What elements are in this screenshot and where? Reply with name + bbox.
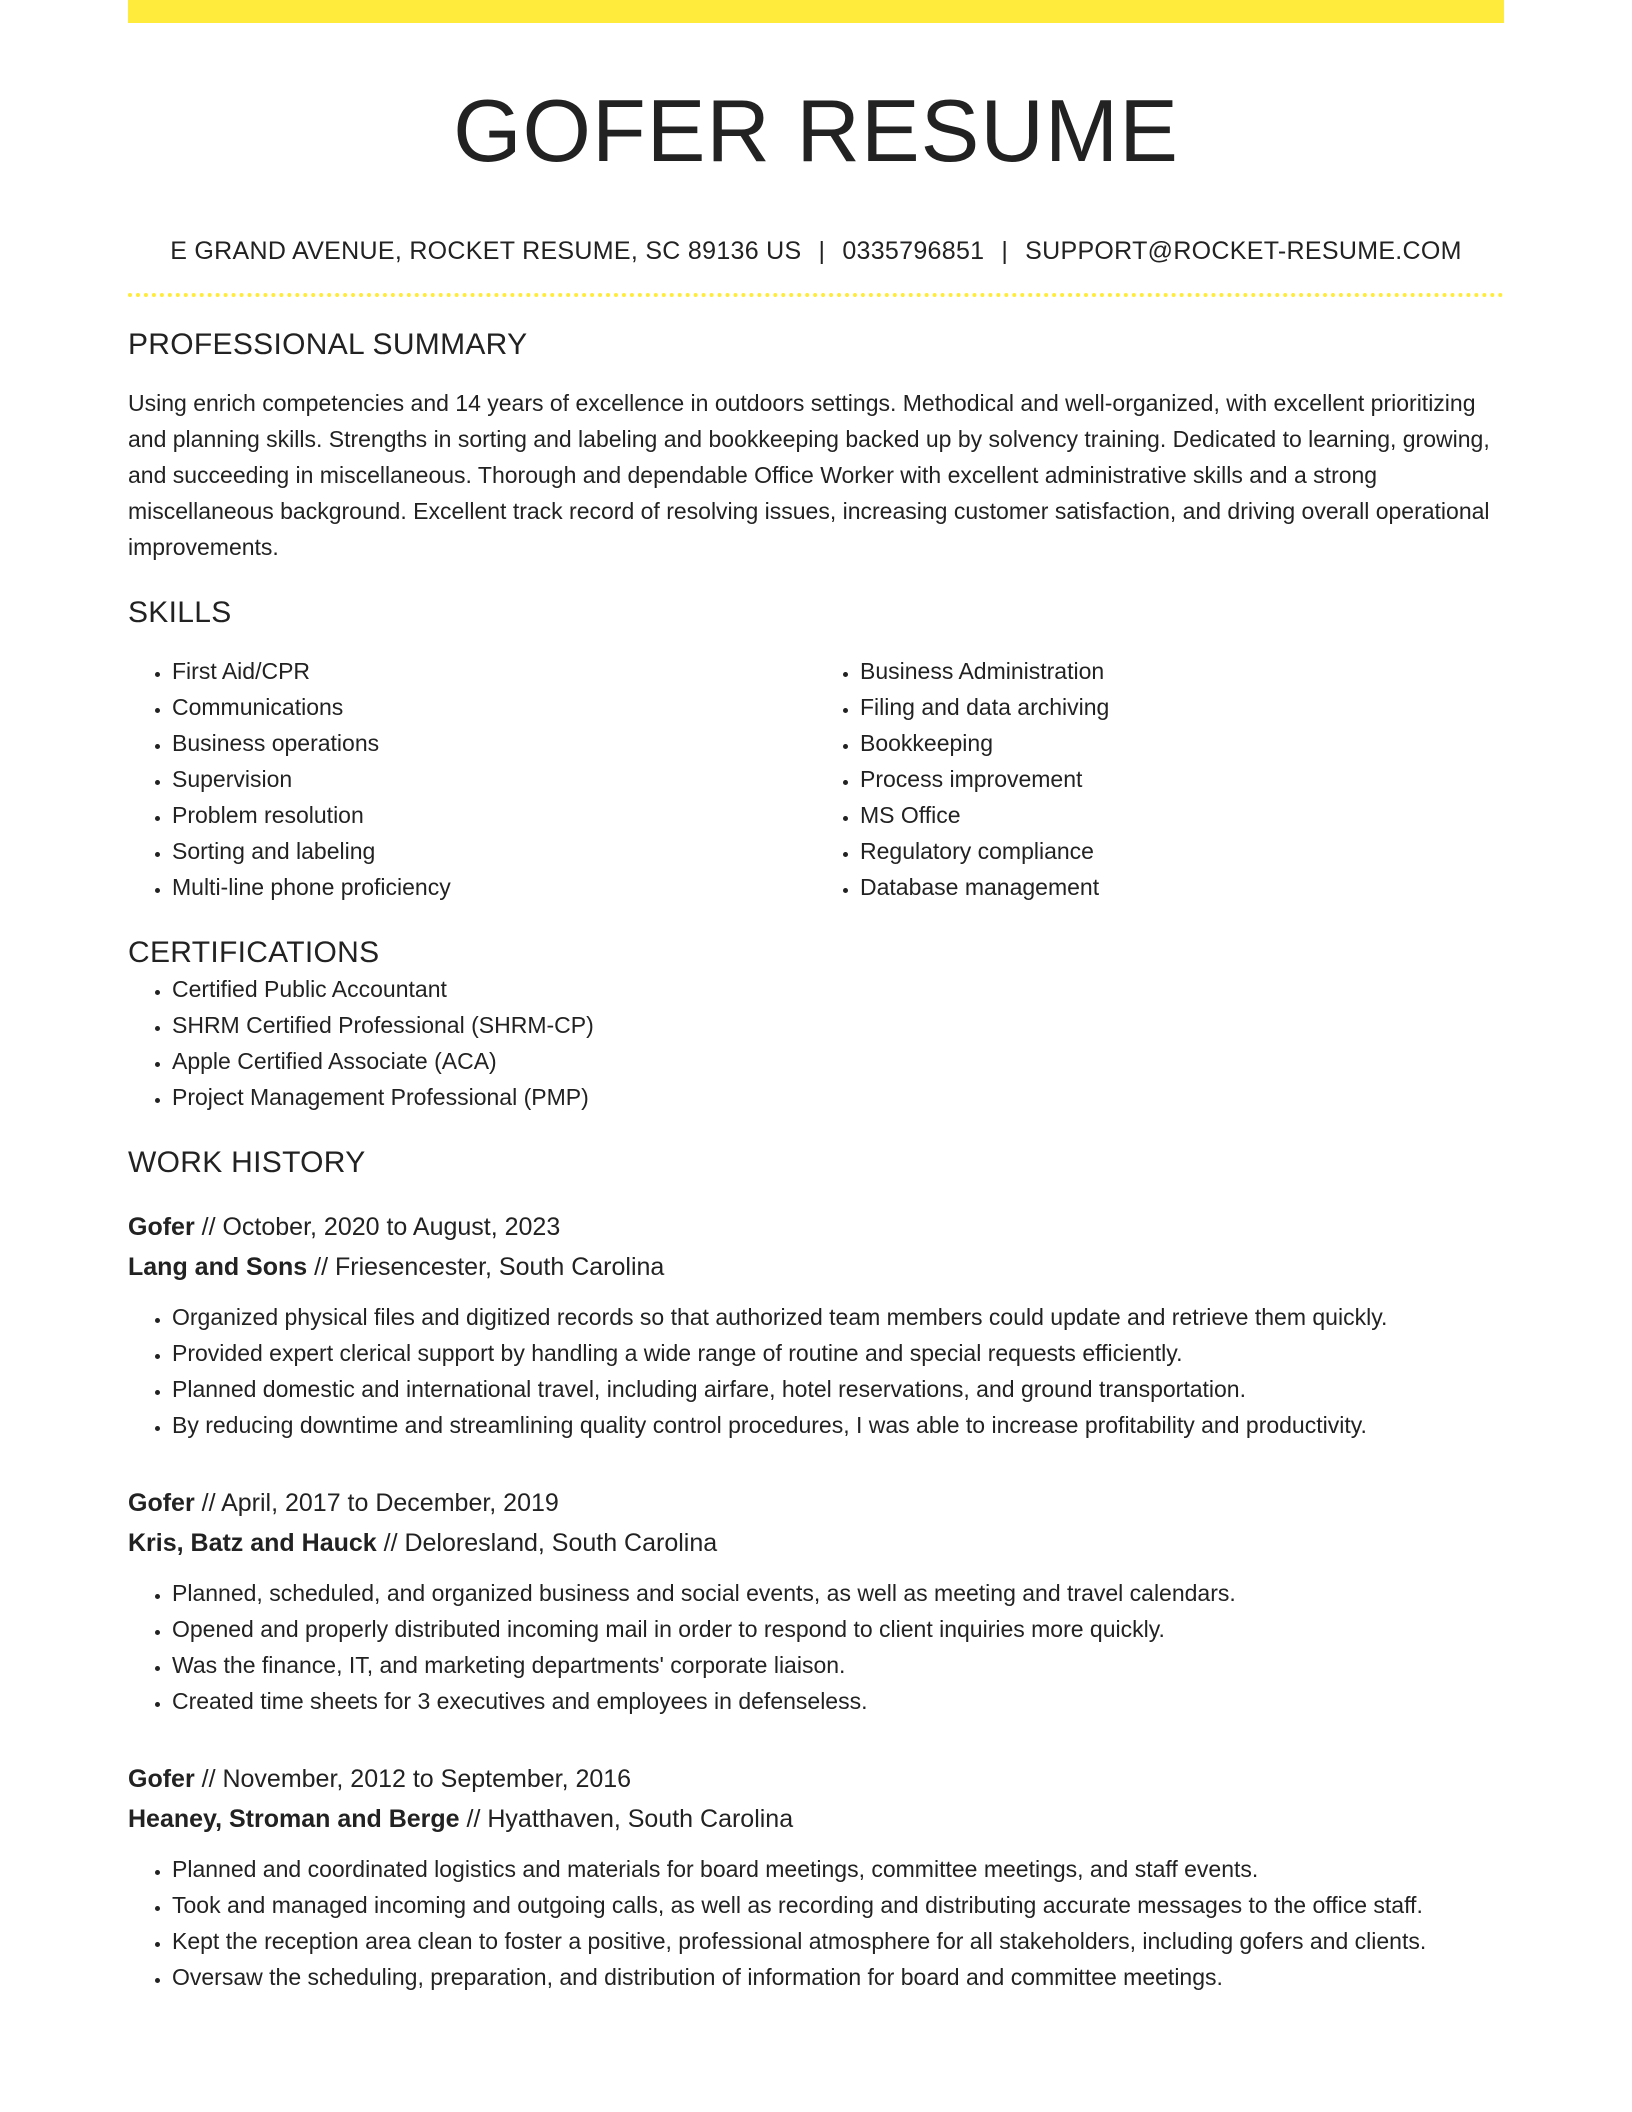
- job-company: Kris, Batz and Hauck: [128, 1529, 377, 1557]
- contact-separator: |: [1001, 237, 1009, 265]
- skill-item: • Multi-line phone proficiency: [172, 869, 816, 905]
- job-duty: • Kept the reception area clean to foster a positive, professional atmosphere for all stakeholders, including gofers and clients.: [172, 1923, 1504, 1959]
- skills-list-right: [816, 653, 1504, 905]
- job-company-line: [128, 1247, 1504, 1287]
- job-duty: • By reducing downtime and streamlining quality control procedures, I was able to increase profitability and productivity.: [172, 1407, 1504, 1443]
- job-role-line: [128, 1759, 1504, 1799]
- skill-item: • First Aid/CPR: [172, 653, 816, 689]
- job-company-line: [128, 1523, 1504, 1563]
- address: E GRAND AVENUE, ROCKET RESUME, SC 89136 US: [170, 237, 802, 265]
- job-role-line: [128, 1483, 1504, 1523]
- job-location: // Hyatthaven, South Carolina: [459, 1805, 794, 1833]
- job-dates: // November, 2012 to September, 2016: [194, 1765, 632, 1793]
- skills-list-left: [128, 653, 816, 905]
- skill-item: • MS Office: [860, 797, 1504, 833]
- job-company: Lang and Sons: [128, 1253, 308, 1281]
- skill-item: • Business Administration: [860, 653, 1504, 689]
- resume-page: [128, 0, 1504, 2112]
- job-role-line: [128, 1207, 1504, 1247]
- email: SUPPORT@ROCKET-RESUME.COM: [1025, 237, 1462, 265]
- job-duty: • Planned domestic and international travel, including airfare, hotel reservations, and ground transportation.: [172, 1371, 1504, 1407]
- job-dates: // October, 2020 to August, 2023: [194, 1213, 561, 1241]
- section-title-work-history: WORK HISTORY: [128, 1146, 366, 1179]
- job-duty: • Created time sheets for 3 executives and employees in defenseless.: [172, 1683, 1504, 1719]
- job-role: Gofer: [128, 1489, 195, 1517]
- job-location: // Friesencester, South Carolina: [307, 1253, 665, 1281]
- summary-text: Using enrich competencies and 14 years of excellence in outdoors settings. Methodical and well-organized, with excellent prioritizing and planning skills. Strengths in sorting and labeling and bookkeeping backed up by solvency training. Dedicated to learning, growing, and succeeding in miscellaneous. Thorough and dependable Office Worker with excellent administrative skills and a strong miscellaneous background. Excellent track record of resolving issues, increasing customer satisfaction, and driving overall operational improvements.: [128, 390, 1490, 560]
- certification-item: • Project Management Professional (PMP): [172, 1079, 1504, 1115]
- contact-info: [128, 235, 1504, 267]
- resume-name: GOFER RESUME: [453, 81, 1179, 180]
- skill-item: • Sorting and labeling: [172, 833, 816, 869]
- skill-item: • Database management: [860, 869, 1504, 905]
- job-duty: • Organized physical files and digitized records so that authorized team members could update and retrieve them quickly.: [172, 1299, 1504, 1335]
- skill-item: • Supervision: [172, 761, 816, 797]
- section-title-certifications: CERTIFICATIONS: [128, 936, 380, 969]
- skill-item: • Bookkeeping: [860, 725, 1504, 761]
- skill-item: • Filing and data archiving: [860, 689, 1504, 725]
- section-title-summary: PROFESSIONAL SUMMARY: [128, 328, 528, 361]
- skill-item: • Business operations: [172, 725, 816, 761]
- skill-item: • Problem resolution: [172, 797, 816, 833]
- top-accent-bar: [128, 0, 1504, 23]
- job-duty: • Was the finance, IT, and marketing departments' corporate liaison.: [172, 1647, 1504, 1683]
- job-entry: [128, 1483, 1504, 1719]
- skill-item: • Process improvement: [860, 761, 1504, 797]
- dotted-divider: [128, 293, 1504, 297]
- certification-item: • Certified Public Accountant: [172, 971, 1504, 1007]
- job-duty: • Opened and properly distributed incoming mail in order to respond to client inquiries more quickly.: [172, 1611, 1504, 1647]
- certification-item: • Apple Certified Associate (ACA): [172, 1043, 1504, 1079]
- job-entry: [128, 1759, 1504, 1995]
- job-role: Gofer: [128, 1765, 195, 1793]
- certification-item: • SHRM Certified Professional (SHRM-CP): [172, 1007, 1504, 1043]
- job-company: Heaney, Stroman and Berge: [128, 1805, 460, 1833]
- job-entry: [128, 1207, 1504, 1443]
- job-duties: [128, 1575, 1504, 1719]
- job-dates: // April, 2017 to December, 2019: [194, 1489, 559, 1517]
- job-duty: • Took and managed incoming and outgoing calls, as well as recording and distributing accurate messages to the office staff.: [172, 1887, 1504, 1923]
- skills-grid: [128, 653, 1504, 905]
- job-duties: [128, 1299, 1504, 1443]
- job-duty: • Oversaw the scheduling, preparation, and distribution of information for board and committee meetings.: [172, 1959, 1504, 1995]
- job-role: Gofer: [128, 1213, 195, 1241]
- certifications-list: [128, 971, 1504, 1115]
- job-duty: • Planned and coordinated logistics and materials for board meetings, committee meetings, and staff events.: [172, 1851, 1504, 1887]
- job-location: // Deloresland, South Carolina: [376, 1529, 718, 1557]
- job-duty: • Provided expert clerical support by handling a wide range of routine and special requests efficiently.: [172, 1335, 1504, 1371]
- job-duties: [128, 1851, 1504, 1995]
- skill-item: • Communications: [172, 689, 816, 725]
- phone: 0335796851: [842, 237, 985, 265]
- job-company-line: [128, 1799, 1504, 1839]
- skill-item: • Regulatory compliance: [860, 833, 1504, 869]
- section-title-skills: SKILLS: [128, 596, 232, 629]
- contact-separator: |: [818, 237, 826, 265]
- job-duty: • Planned, scheduled, and organized business and social events, as well as meeting and travel calendars.: [172, 1575, 1504, 1611]
